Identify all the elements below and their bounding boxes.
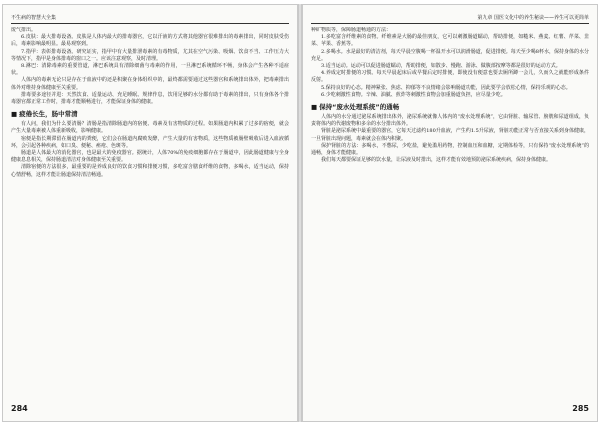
left-page (2, 4, 298, 422)
running-header (11, 13, 289, 24)
paragraph: 排毒要多途径并进：天然饮食、适量运动、充足睡眠、规律作息，饮用足够的水分都有助于毒素的排出，只有身体各个排毒器官都正常工作时，排毒才能顺畅进行，才能保证身体的健康。 (11, 91, 289, 106)
paragraph: 清除宿便的方法很多，最重要的是养成良好的饮食习惯和排便习惯，多吃富含膳食纤维的食物，多喝水，适当运动，保持心情舒畅，这样才能让肠道保持清洁畅通。 (11, 164, 289, 178)
page-body (311, 27, 589, 399)
paragraph: 有人问，我们为什么要清肠？清肠是指清除肠道内的宿便、毒素及有害物质的过程。如果肠道内积累了过多的宿便，就会产生大量毒素被人体重新吸收，影响健康。 (11, 121, 289, 135)
paragraph: 7.指甲：表彰排毒设备。研究证实，指甲中有大量排泄毒素的有毒物质，尤其在空气污染、吸烟、饮食不当、工作压力大等情况下，指甲是身体排毒的窗口之一。应该注意观察，及时清理。 (11, 48, 289, 62)
paragraph: 2.多喝水。水是最好的清洁剂，每天早晨空腹喝一杯温开水可以润滑肠道，促进排便。每天至少喝8杯水，保持身体的水分充足。 (311, 48, 589, 62)
paragraph: 保护肾脏的方法：多喝水，不憋尿，少吃盐，避免滥用药物，控制血压和血糖，定期体检等，只有保持“废水处理系统”的通畅，身体才能健康。 (311, 142, 589, 157)
paragraph: 3.适当运动。运动可以促进肠道蠕动，帮助排便，如散步、慢跑、游泳、做腹部按摩等都是很好的运动方式。 (321, 63, 561, 70)
paragraph: 6.皮肤：最大排毒设备。皮肤是人体内最大的排毒器官，它以汗液的方式将其他器官很难排出的毒素排出，同时皮肤受伤后，毒素影响最明显。最易观察到。 (11, 34, 289, 48)
page-number: 285 (572, 404, 589, 413)
section-heading (311, 102, 589, 112)
running-header (311, 13, 589, 24)
section-heading-text: 疲倦长生，肠中常清 (19, 110, 78, 119)
paragraph: 4.养成定时排便的习惯。每天早晨起床后或早餐后定时排便，即使没有便意也要去厕所蹲一会儿，久而久之就能形成条件反射。 (311, 70, 589, 84)
bullet-icon: ■ (11, 110, 18, 119)
section-heading (11, 109, 289, 119)
page-number: 284 (11, 404, 28, 413)
page-body (11, 27, 289, 399)
paragraph: 1.多吃富含纤维素的食物。纤维素是大肠的最佳朋友，它可以刺激肠道蠕动，帮助排便，如糙米、燕麦、红薯、芹菜、韭菜、苹果、香蕉等。 (311, 34, 589, 48)
bullet-icon: ■ (311, 103, 318, 112)
section-heading-text: 保持“废水处理系统”的通畅 (319, 103, 400, 112)
paragraph: 5.保持良好的心态。精神紧张、焦虑、抑郁等不良情绪会影响肠道功能，因此要学会放松心情，保持乐观的心态。 (321, 84, 571, 91)
paragraph: 废气排出。 (11, 27, 37, 33)
paragraph: 人体内的水分通过泌尿系统排出体外，泌尿系统就像人体内的“废水处理系统”，它由肾脏、输尿管、膀胱和尿道组成，负责将体内的代谢废物和多余的水分排出体外。 (311, 114, 589, 128)
header-text: 第九章 国医文化中的养生秘诀——养生可以更简单 (477, 15, 589, 21)
paragraph: 宿便是指长期滞留在肠道内的粪便，它们会在肠道内腐败发酵，产生大量的有害物质，这些物质被肠壁吸收后进入血液循环，会引起各种疾病，如口臭、便秘、痤疮、色斑等。 (11, 135, 289, 149)
paragraph: 人体内的毒素无论只是存在于血液中的还是积聚在身体组织中的，最终都需要通过这些器官和系统排出体外，把毒素排出体外对维持身体健康至关重要。 (11, 77, 289, 91)
paragraph: 8.淋巴：清除毒素的重要管道，淋巴系统具有清除细菌与毒素的作用，一旦淋巴系统循环不畅，身体会产生各种不适症状。 (11, 63, 289, 77)
paragraph: 我们每天都要保证足够的饮水量，让尿液及时排出，这样才能有效地预防泌尿系统疾病，保持身体健康。 (321, 157, 552, 164)
paragraph: 肠道是人体最大的消化器官，也是最大的免疫器官。据统计，人体70%的免疫细胞都存在于肠道中，因此肠道健康与全身健康息息相关，保持肠道清洁对身体健康至关重要。 (11, 150, 289, 164)
right-page (302, 4, 598, 422)
paragraph: 6.少吃刺激性食物。辛辣、油腻、煎炸等刺激性食物会加重肠道负担，应尽量少吃。 (321, 91, 506, 98)
header-text: 不生病的智慧大全集 (11, 15, 57, 21)
paragraph: 种矿物质等，保障肠道畅通的方法： (311, 27, 392, 33)
paragraph: 肾脏是泌尿系统中最重要的器官，它每天过滤约180升血液，产生约1.5升尿液，肾脏功能正常与否直接关系到身体健康，一旦肾脏出现问题，毒素就会在体内积聚。 (311, 128, 589, 142)
